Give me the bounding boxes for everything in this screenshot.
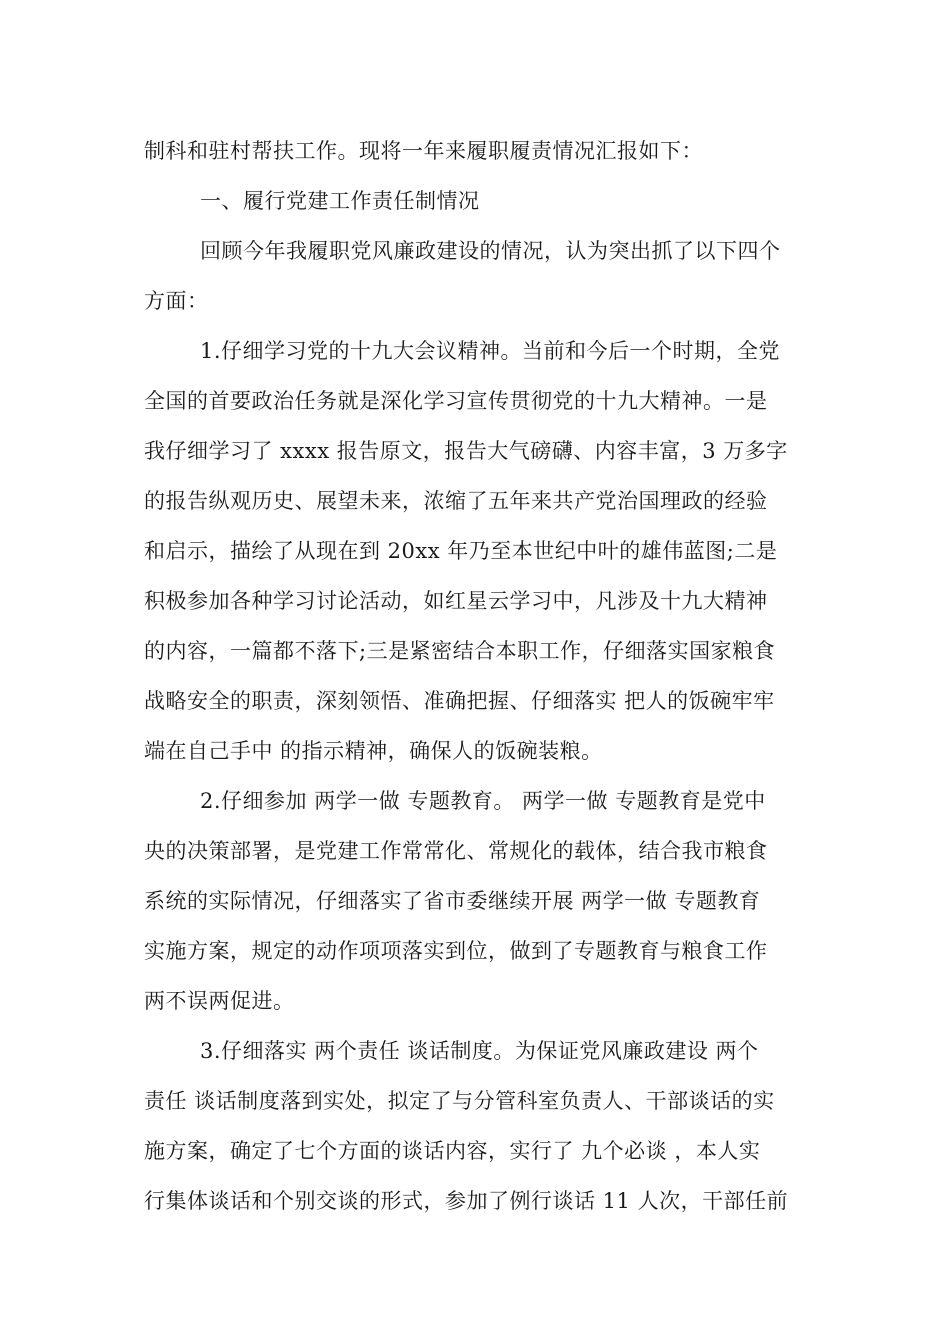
text-line: 全国的首要政治任务就是深化学习宣传贯彻党的十九大精神。一是 <box>144 389 768 413</box>
text-line: 战略安全的职责，深刻领悟、准确把握、仔细落实 把人的饭碗牢牢 <box>144 689 775 713</box>
text-line: 的报告纵观历史、展望未来，浓缩了五年来共产党治国理政的经验 <box>144 489 768 513</box>
text-line: 回顾今年我履职党风廉政建设的情况，认为突出抓了以下四个 <box>200 239 781 263</box>
text-line: 行集体谈话和个别交谈的形式，参加了例行谈话 11 人次，干部任前 <box>144 1189 789 1213</box>
text-line: 1.仔细学习党的十九大会议精神。当前和今后一个时期，全党 <box>200 339 781 363</box>
text-line: 制科和驻村帮扶工作。现将一年来履职履责情况汇报如下： <box>144 139 703 163</box>
text-line: 实施方案，规定的动作项项落实到位，做到了专题教育与粮食工作 <box>144 939 768 963</box>
text-line: 系统的实际情况，仔细落实了省市委继续开展 两学一做 专题教育 <box>144 889 761 913</box>
text-line: 3.仔细落实 两个责任 谈话制度。为保证党风廉政建设 两个 <box>200 1039 759 1063</box>
text-line: 端在自己手中 的指示精神，确保人的饭碗装粮。 <box>144 739 603 763</box>
text-line: 积极参加各种学习讨论活动，如红星云学习中，凡涉及十九大精神 <box>144 589 768 613</box>
text-line: 责任 谈话制度落到实处，拟定了与分管科室负责人、干部谈话的实 <box>144 1089 775 1113</box>
text-line: 2.仔细参加 两学一做 专题教育。 两学一做 专题教育是党中 <box>200 789 766 813</box>
text-line: 方面： <box>144 289 209 313</box>
text-line: 两不误两促进。 <box>144 989 295 1013</box>
text-line: 央的决策部署，是党建工作常常化、常规化的载体，结合我市粮食 <box>144 839 768 863</box>
text-line: 的内容，一篇都不落下;三是紧密结合本职工作，仔细落实国家粮食 <box>144 639 776 663</box>
text-line: 我仔细学习了 xxxx 报告原文，报告大气磅礴、内容丰富，3 万多字 <box>144 439 788 463</box>
section-heading: 一、履行党建工作责任制情况 <box>200 189 480 213</box>
text-line: 和启示，描绘了从现在到 20xx 年乃至本世纪中叶的雄伟蓝图;二是 <box>144 539 778 563</box>
text-line: 施方案，确定了七个方面的谈话内容，实行了 九个必谈 ，本人实 <box>144 1139 761 1163</box>
